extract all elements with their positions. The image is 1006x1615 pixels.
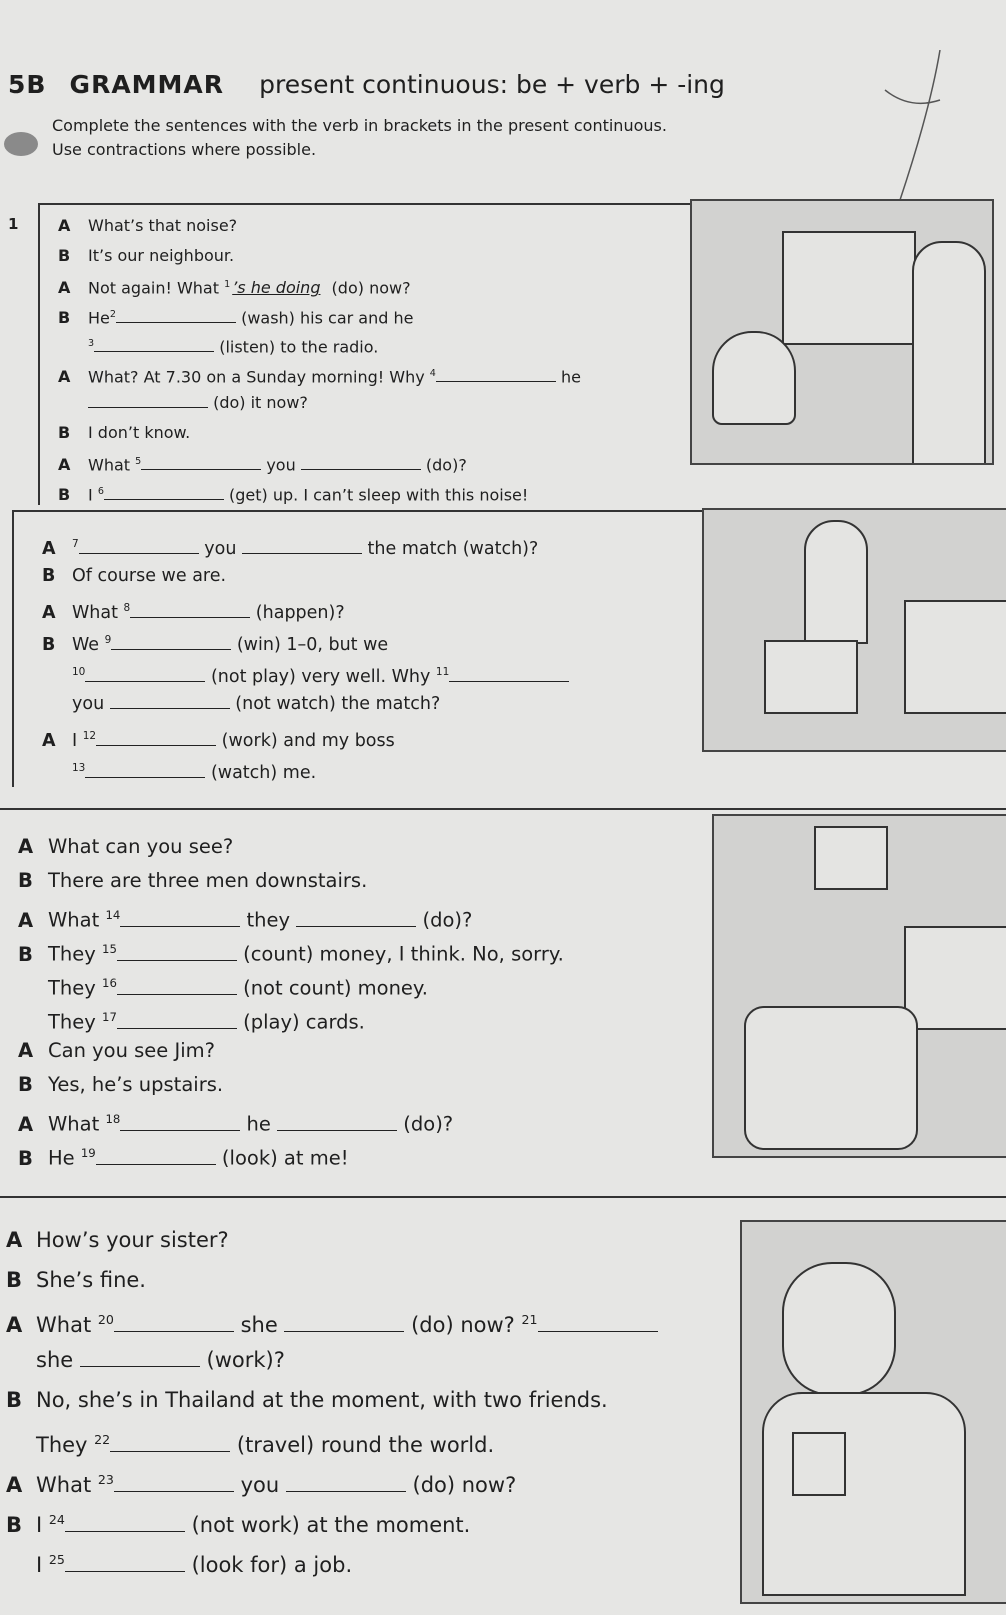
line-text: they (240, 908, 297, 932)
answer-blank[interactable] (284, 1310, 404, 1332)
line-text: I (72, 730, 83, 751)
answer-blank[interactable] (85, 759, 205, 778)
speaker-label: B (58, 245, 71, 265)
illustration-office-football (702, 508, 1006, 752)
line-text: (happen)? (250, 602, 345, 623)
line-text: How’s your sister? (36, 1228, 229, 1252)
speaker-label: A (6, 1313, 23, 1337)
dialogue-line (42, 752, 1006, 784)
line-text: They (48, 942, 103, 966)
speaker-label: B (6, 1388, 23, 1412)
unit-code: 5B (8, 70, 47, 99)
gap-number: 11 (435, 666, 450, 678)
handwritten-tick-icon (880, 50, 970, 200)
exercise-bullet-icon (4, 132, 38, 156)
line-text: What (88, 455, 136, 475)
gap-number: 12 (82, 730, 97, 742)
answer-blank[interactable] (96, 727, 216, 746)
gap-number: 20 (97, 1312, 114, 1327)
speaker-label: B (18, 1146, 33, 1170)
line-text: It’s our neighbour. (88, 245, 235, 265)
answer-blank[interactable] (120, 1110, 240, 1131)
gap-number: 14 (105, 908, 121, 922)
answer-blank[interactable] (242, 535, 362, 554)
answer-blank[interactable] (104, 483, 224, 500)
line-text: (do)? (397, 1112, 454, 1136)
line-text: (work) and my boss (216, 730, 395, 751)
answer-blank[interactable] (277, 1110, 397, 1131)
gap-number: 23 (97, 1472, 114, 1487)
gap-number: 16 (102, 976, 117, 990)
answer-blank[interactable] (117, 1008, 237, 1029)
speaker-label: A (58, 216, 71, 235)
speaker-label: B (18, 1073, 33, 1096)
line-text: What (48, 1112, 106, 1136)
speaker-label: B (58, 484, 71, 504)
answer-blank[interactable] (96, 1144, 216, 1165)
section-label: GRAMMAR (69, 70, 225, 99)
line-text: the match (watch)? (361, 538, 539, 559)
speaker-label: A (58, 366, 71, 386)
dialogue-section-4 (0, 1196, 1006, 1598)
line-text: (not count) money. (236, 976, 428, 1000)
speaker-label: A (42, 602, 56, 623)
line-text: They (48, 976, 103, 1000)
answer-blank[interactable] (111, 631, 231, 650)
gap-number: 24 (48, 1512, 65, 1527)
dialogue-line (58, 477, 980, 507)
answer-blank-filled[interactable]: ’s he doing (232, 278, 321, 298)
speaker-label: B (58, 307, 71, 327)
gap-number: 10 (72, 666, 86, 678)
line-text: He (48, 1146, 81, 1170)
answer-blank[interactable] (110, 691, 230, 710)
answer-blank[interactable] (65, 1550, 185, 1572)
line-text: (listen) to the radio. (214, 337, 379, 357)
line-text: (win) 1–0, but we (231, 634, 389, 655)
line-text: (wash) his car and he (235, 307, 414, 327)
gap-number: 3 (88, 338, 95, 349)
dialogue-section-1 (8, 203, 980, 505)
worksheet-title (8, 70, 725, 99)
answer-blank[interactable] (117, 940, 237, 961)
answer-blank[interactable] (79, 535, 199, 554)
line-text: (do)? (420, 455, 467, 475)
line-text: you (261, 455, 301, 475)
answer-blank[interactable] (141, 453, 261, 470)
line-text: She’s fine. (36, 1268, 146, 1292)
line-text: (look for) a job. (184, 1553, 353, 1577)
gap-number: 5 (135, 456, 142, 467)
line-text: We (72, 634, 105, 655)
gap-number: 17 (102, 1010, 117, 1024)
gap-number: 15 (102, 942, 117, 956)
line-text: (do)? (416, 908, 473, 932)
answer-blank[interactable] (116, 306, 236, 323)
line-text: What (36, 1473, 98, 1497)
answer-blank[interactable] (114, 1470, 234, 1492)
gap-number: 13 (72, 762, 86, 774)
line-text: (count) money, I think. No, sorry. (236, 942, 564, 966)
speaker-label: B (58, 422, 71, 442)
line-text: He (88, 307, 110, 327)
illustration-neighbour-washing-car (690, 199, 994, 465)
line-text: (not work) at the moment. (184, 1513, 471, 1537)
instructions (52, 114, 667, 162)
answer-blank[interactable] (120, 906, 240, 927)
answer-blank[interactable] (449, 663, 569, 682)
gap-number: 4 (429, 367, 436, 379)
speaker-label: A (58, 278, 71, 298)
line-text: I (36, 1553, 49, 1577)
line-text: (travel) round the world. (230, 1433, 495, 1457)
speaker-label: A (18, 835, 34, 858)
line-text: you (72, 694, 110, 714)
speaker-label: B (6, 1513, 23, 1537)
line-text: There are three men downstairs. (48, 869, 368, 892)
speaker-label: A (6, 1228, 23, 1252)
line-text: (look) at me! (215, 1146, 349, 1170)
line-text: (do) it now? (208, 393, 308, 412)
line-text: Yes, he’s upstairs. (48, 1073, 224, 1096)
gap-number: 8 (123, 602, 131, 614)
line-text: you (233, 1473, 286, 1497)
line-text: I don’t know. (88, 422, 191, 442)
line-text: (play) cards. (236, 1010, 365, 1034)
answer-blank[interactable] (88, 391, 208, 408)
gap-number: 21 (521, 1312, 538, 1327)
line-text: he (555, 366, 581, 386)
line-text: What (36, 1313, 98, 1337)
answer-blank[interactable] (110, 1430, 230, 1452)
line-text: Of course we are. (72, 566, 227, 586)
line-text: (work)? (199, 1348, 285, 1372)
gap-number: 25 (48, 1552, 65, 1567)
line-text: Can you see Jim? (48, 1039, 216, 1062)
speaker-label: A (42, 730, 56, 751)
line-text: he (240, 1112, 278, 1136)
answer-blank[interactable] (117, 974, 237, 995)
speaker-label: B (42, 566, 56, 586)
line-text: No, she’s in Thailand at the moment, with two friends. (36, 1388, 608, 1412)
instruction-line: Complete the sentences with the verb in brackets in the present continuous. (52, 116, 667, 135)
line-text: Not again! What (88, 278, 225, 298)
answer-blank[interactable] (65, 1510, 185, 1532)
gap-number: 7 (72, 538, 79, 550)
line-text: What can you see? (48, 835, 234, 858)
speaker-label: A (18, 908, 34, 932)
line-text: she (233, 1313, 285, 1337)
illustration-men-downstairs (712, 814, 1006, 1158)
gap-number: 1 (224, 279, 231, 290)
line-text: (do) now? (405, 1473, 517, 1497)
answer-blank[interactable] (296, 906, 416, 927)
line-text: I (88, 484, 98, 504)
speaker-label: B (18, 942, 33, 966)
line-text: (get) up. I can’t sleep with this noise! (223, 484, 529, 504)
line-text: (watch) me. (205, 762, 317, 783)
speaker-label: A (18, 1112, 34, 1136)
instruction-line: Use contractions where possible. (52, 140, 317, 159)
line-text: What? At 7.30 on a Sunday morning! Why (88, 366, 430, 386)
dialogue-section-3 (0, 808, 1006, 1170)
answer-blank[interactable] (301, 453, 421, 470)
line-text: What’s that noise? (88, 216, 238, 235)
gap-number: 9 (104, 634, 112, 646)
answer-blank[interactable] (286, 1470, 406, 1492)
speaker-label: A (18, 1039, 34, 1062)
line-text: What (72, 602, 124, 623)
answer-blank[interactable] (436, 365, 556, 382)
line-text: you (198, 538, 242, 559)
answer-blank[interactable] (85, 663, 205, 682)
line-text: They (36, 1433, 95, 1457)
line-text: she (36, 1348, 80, 1372)
dialogue-section-2 (12, 510, 1006, 787)
exercise-number: 1 (8, 215, 19, 233)
speaker-label: B (6, 1268, 23, 1292)
gap-number: 22 (94, 1432, 111, 1447)
line-text: What (48, 908, 106, 932)
illustration-sister-cafe (740, 1220, 1006, 1604)
line-text: (not play) very well. Why (205, 666, 436, 687)
grammar-topic: present continuous: be + verb + -ing (259, 70, 725, 99)
answer-blank[interactable] (80, 1345, 200, 1367)
line-text: They (48, 1010, 103, 1034)
speaker-label: B (42, 634, 56, 655)
speaker-label: A (58, 455, 71, 475)
line-text: (do) now? (404, 1313, 522, 1337)
answer-blank[interactable] (130, 599, 250, 618)
line-text: I (36, 1513, 49, 1537)
speaker-label: A (6, 1473, 23, 1497)
answer-blank[interactable] (94, 335, 214, 352)
gap-number: 6 (97, 485, 104, 497)
answer-blank[interactable] (114, 1310, 234, 1332)
line-text: (not watch) the match? (229, 694, 441, 714)
speaker-label: B (18, 869, 33, 892)
gap-number: 19 (80, 1146, 96, 1160)
gap-number: 2 (109, 308, 116, 320)
answer-blank[interactable] (538, 1310, 658, 1332)
gap-number: 18 (105, 1112, 121, 1126)
speaker-label: A (42, 538, 56, 559)
line-text: (do) now? (326, 278, 411, 298)
